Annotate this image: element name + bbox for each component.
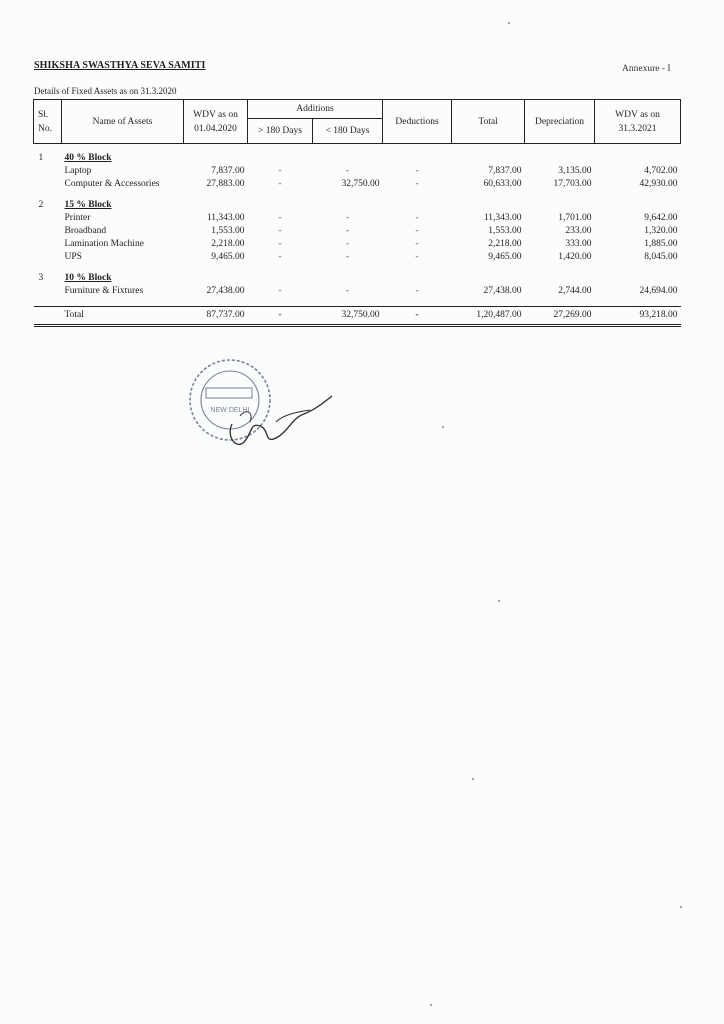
cell-wdv-close: 8,045.00 bbox=[644, 252, 678, 262]
cell-total: 2,218.00 bbox=[488, 239, 522, 249]
totals-wdv-close: 93,218.00 bbox=[595, 307, 681, 326]
cell-total: 9,465.00 bbox=[488, 252, 522, 262]
cell-wdv-open: 2,218.00 bbox=[211, 239, 245, 249]
empty-cell bbox=[248, 152, 313, 165]
empty-cell bbox=[34, 178, 62, 191]
cell-add-gt180: - bbox=[278, 166, 282, 176]
block-name: 40 % Block bbox=[64, 153, 112, 163]
table-footer bbox=[34, 307, 681, 326]
asset-name: Computer & Accessories bbox=[64, 179, 160, 189]
cell-depreciation: 2,744.00 bbox=[558, 286, 592, 296]
totals-deductions: - bbox=[383, 307, 452, 326]
empty-cell bbox=[184, 272, 248, 285]
empty-cell bbox=[34, 212, 62, 225]
empty-cell bbox=[34, 165, 62, 178]
cell-wdv-close: 4,702.00 bbox=[644, 166, 678, 176]
col-header-total: Total bbox=[452, 100, 525, 144]
scan-speck bbox=[430, 1004, 432, 1006]
cell-add-lt180: - bbox=[345, 252, 350, 262]
row-spacer bbox=[34, 264, 681, 272]
col-header-wdv-close: WDV as on 31.3.2021 bbox=[595, 100, 681, 144]
empty-cell bbox=[525, 152, 595, 165]
empty-cell bbox=[383, 152, 452, 165]
table-row bbox=[34, 225, 681, 238]
empty-cell bbox=[595, 152, 681, 165]
cell-deductions: - bbox=[415, 166, 419, 176]
empty-cell bbox=[595, 272, 681, 285]
empty-cell bbox=[34, 238, 62, 251]
scan-speck bbox=[498, 600, 500, 602]
table-row bbox=[34, 178, 681, 191]
asset-name: Lamination Machine bbox=[64, 239, 144, 249]
block-sl-number: 2 bbox=[38, 200, 44, 210]
table-subtitle: Details of Fixed Assets as on 31.3.2020 bbox=[34, 86, 177, 96]
empty-cell bbox=[313, 152, 383, 165]
cell-total: 60,633.00 bbox=[483, 179, 522, 189]
empty-cell bbox=[34, 225, 62, 238]
empty-cell bbox=[383, 199, 452, 212]
row-spacer bbox=[34, 298, 681, 307]
table-row bbox=[34, 165, 681, 178]
cell-add-lt180: - bbox=[345, 213, 350, 223]
block-sl-number: 1 bbox=[38, 153, 44, 163]
totals-label: Total bbox=[62, 307, 184, 326]
table-row bbox=[34, 285, 681, 298]
cell-depreciation: 17,703.00 bbox=[553, 179, 592, 189]
cell-wdv-close: 24,694.00 bbox=[639, 286, 678, 296]
col-header-depreciation: Depreciation bbox=[525, 100, 595, 144]
cell-wdv-open: 11,343.00 bbox=[206, 213, 245, 223]
scan-speck bbox=[472, 778, 474, 780]
cell-deductions: - bbox=[415, 286, 419, 296]
cell-depreciation: 233.00 bbox=[565, 226, 592, 236]
cell-add-lt180: - bbox=[345, 166, 350, 176]
cell-wdv-open: 7,837.00 bbox=[211, 166, 245, 176]
cell-add-gt180: - bbox=[278, 226, 282, 236]
cell-add-lt180: - bbox=[345, 286, 350, 296]
scan-speck bbox=[442, 426, 444, 428]
cell-deductions: - bbox=[415, 179, 419, 189]
block-sl-number: 3 bbox=[38, 273, 44, 283]
cell-deductions: - bbox=[415, 239, 419, 249]
cell-deductions: - bbox=[415, 226, 419, 236]
organization-title: SHIKSHA SWASTHYA SEVA SAMITI bbox=[34, 60, 206, 71]
totals-depreciation: 27,269.00 bbox=[525, 307, 595, 326]
cell-deductions: - bbox=[415, 213, 419, 223]
totals-total: 1,20,487.00 bbox=[452, 307, 525, 326]
empty-cell bbox=[184, 199, 248, 212]
cell-add-gt180: - bbox=[278, 252, 282, 262]
scan-speck bbox=[680, 906, 682, 908]
cell-depreciation: 1,701.00 bbox=[558, 213, 592, 223]
cell-add-lt180: - bbox=[345, 239, 350, 249]
cell-total: 1,553.00 bbox=[488, 226, 522, 236]
cell-wdv-close: 1,320.00 bbox=[644, 226, 678, 236]
empty-cell bbox=[595, 199, 681, 212]
table-row bbox=[34, 238, 681, 251]
cell-add-gt180: - bbox=[278, 286, 282, 296]
empty-cell bbox=[313, 199, 383, 212]
col-header-name: Name of Assets bbox=[62, 100, 184, 144]
asset-name: Furniture & Fixtures bbox=[64, 286, 144, 296]
seal-stamp-text: NEW DELHI bbox=[210, 407, 250, 414]
cell-deductions: - bbox=[415, 252, 419, 262]
asset-name: Laptop bbox=[64, 166, 92, 176]
cell-add-gt180: - bbox=[278, 213, 282, 223]
col-header-sl: Sl. No. bbox=[34, 100, 62, 144]
cell-total: 27,438.00 bbox=[483, 286, 522, 296]
cell-total: 7,837.00 bbox=[488, 166, 522, 176]
cell-add-gt180: - bbox=[278, 179, 282, 189]
col-header-additions-lt180: < 180 Days bbox=[313, 119, 383, 144]
totals-wdv-open: 87,737.00 bbox=[184, 307, 248, 326]
block-header-row bbox=[34, 272, 681, 285]
empty-cell bbox=[525, 199, 595, 212]
empty-cell bbox=[313, 272, 383, 285]
block-name: 15 % Block bbox=[64, 200, 112, 210]
empty-cell bbox=[248, 199, 313, 212]
totals-add-lt180: 32,750.00 bbox=[313, 307, 383, 326]
empty-cell bbox=[34, 285, 62, 298]
cell-wdv-close: 1,885.00 bbox=[644, 239, 678, 249]
row-spacer bbox=[34, 191, 681, 199]
cell-add-gt180: - bbox=[278, 239, 282, 249]
cell-total: 11,343.00 bbox=[483, 213, 522, 223]
cell-add-lt180: 32,750.00 bbox=[341, 179, 380, 189]
block-name: 10 % Block bbox=[64, 273, 112, 283]
table-header bbox=[34, 100, 681, 144]
table-row bbox=[34, 251, 681, 264]
cell-depreciation: 3,135.00 bbox=[558, 166, 592, 176]
totals-row bbox=[34, 307, 681, 326]
cell-wdv-open: 9,465.00 bbox=[211, 252, 245, 262]
empty-cell bbox=[525, 272, 595, 285]
cell-wdv-close: 9,642.00 bbox=[644, 213, 678, 223]
block-header-row bbox=[34, 199, 681, 212]
cell-add-lt180: - bbox=[345, 226, 350, 236]
annexure-label: Annexure - I bbox=[622, 64, 671, 74]
asset-name: UPS bbox=[64, 252, 82, 262]
row-spacer bbox=[34, 144, 681, 153]
totals-add-gt180: - bbox=[248, 307, 313, 326]
cell-wdv-open: 27,438.00 bbox=[206, 286, 245, 296]
cell-wdv-open: 1,553.00 bbox=[211, 226, 245, 236]
cell-wdv-open: 27,883.00 bbox=[206, 179, 245, 189]
col-header-additions-gt180: > 180 Days bbox=[248, 119, 313, 144]
col-header-wdv-open: WDV as on 01.04.2020 bbox=[184, 100, 248, 144]
empty-cell bbox=[452, 199, 525, 212]
empty-cell bbox=[184, 152, 248, 165]
empty-cell bbox=[248, 272, 313, 285]
cell-depreciation: 333.00 bbox=[565, 239, 592, 249]
cell-depreciation: 1,420.00 bbox=[558, 252, 592, 262]
col-header-deductions: Deductions bbox=[383, 100, 452, 144]
col-header-additions: Additions bbox=[248, 100, 383, 119]
seal-and-signature bbox=[180, 352, 340, 462]
table-body bbox=[34, 144, 681, 307]
cell-wdv-close: 42,930.00 bbox=[639, 179, 678, 189]
empty-cell bbox=[452, 272, 525, 285]
empty-cell bbox=[34, 251, 62, 264]
table-row bbox=[34, 212, 681, 225]
scan-speck bbox=[508, 22, 510, 24]
asset-name: Printer bbox=[64, 213, 91, 223]
empty-cell bbox=[452, 152, 525, 165]
empty-cell bbox=[383, 272, 452, 285]
block-header-row bbox=[34, 152, 681, 165]
asset-name: Broadband bbox=[64, 226, 107, 236]
fixed-assets-table bbox=[33, 99, 681, 327]
